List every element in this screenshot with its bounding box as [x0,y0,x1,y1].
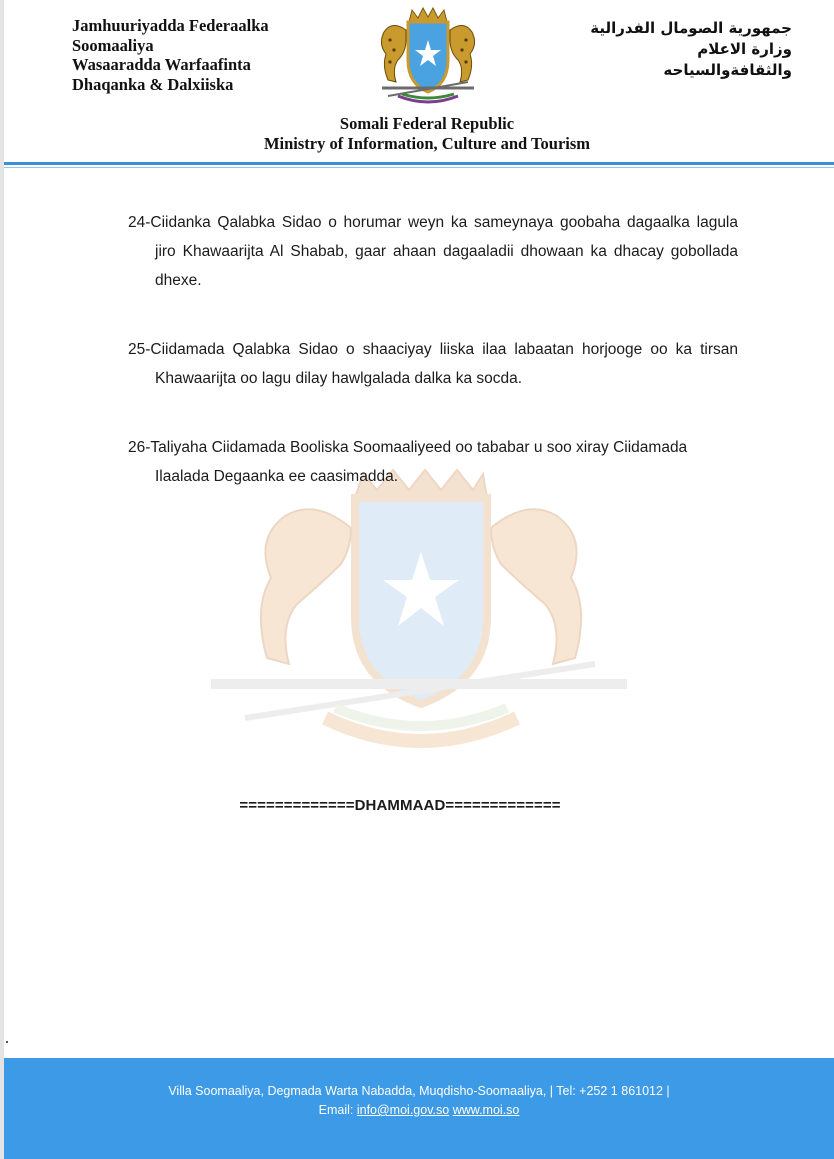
header-center-block [0,114,834,153]
footer-bar [4,1058,834,1159]
header-divider [4,162,834,165]
news-item-24: 24-Ciidanka Qalabka Sidao o horumar weyn ka sameynaya goobaha dagaalka lagula jiro Khawaarijta Al Shabab, gaar ahaan dagaaladii dhowaan ka dhacay gobollada dhexe. [128,214,738,289]
header-left-line-2: Soomaaliya [72,35,154,55]
website-link[interactable]: www.moi.so [452,1103,520,1117]
header-left-line-1: Jamhuuriyadda Federaalka [72,16,269,35]
ministry-title: Ministry of Information, Culture and Tourism [263,133,591,153]
header-left-line-4: Dhaqanka & Dalxiiska [72,74,234,94]
footer-address: Villa Soomaaliya, Degmada Warta Nabadda, Muqdisho-Soomaaliya, | Tel: +252 1 861012 | [168,1084,670,1098]
header-right-line-3: والثقافةوالسياحه [663,61,792,79]
header-left-block [72,16,332,94]
coat-of-arms-icon [362,4,494,108]
header-left-line-3: Wasaaradda Warfaafinta [72,55,251,74]
footer-contact-line [4,1101,834,1120]
news-item-25: 25-Ciidamada Qalabka Sidao o shaaciyay liiska ilaa labaatan horjooge oo ka tirsan Khawaarijta oo lagu dilay hawlgalada dalka ka socda. [128,341,738,387]
header-divider-thin [4,167,834,168]
end-marker: =============DHAMMAAD============= [239,797,561,814]
header-right-block [512,18,792,81]
email-label: Email: [318,1103,354,1117]
page-left-edge [0,0,4,1159]
republic-title: Somali Federal Republic [339,114,515,133]
header-right-line-1: جمهورية الصومال الفدرالية [590,19,792,37]
news-list [128,208,738,531]
news-item-26: 26-Taliyaha Ciidamada Booliska Soomaaliyeed oo tababar u soo xiray Ciidamada Ilaalada Degaanka ee caasimadda. [128,439,688,485]
email-link[interactable]: info@moi.gov.so [356,1103,450,1117]
header-right-line-2: وزارة الاعلام [697,40,792,58]
stray-mark [6,1041,8,1043]
